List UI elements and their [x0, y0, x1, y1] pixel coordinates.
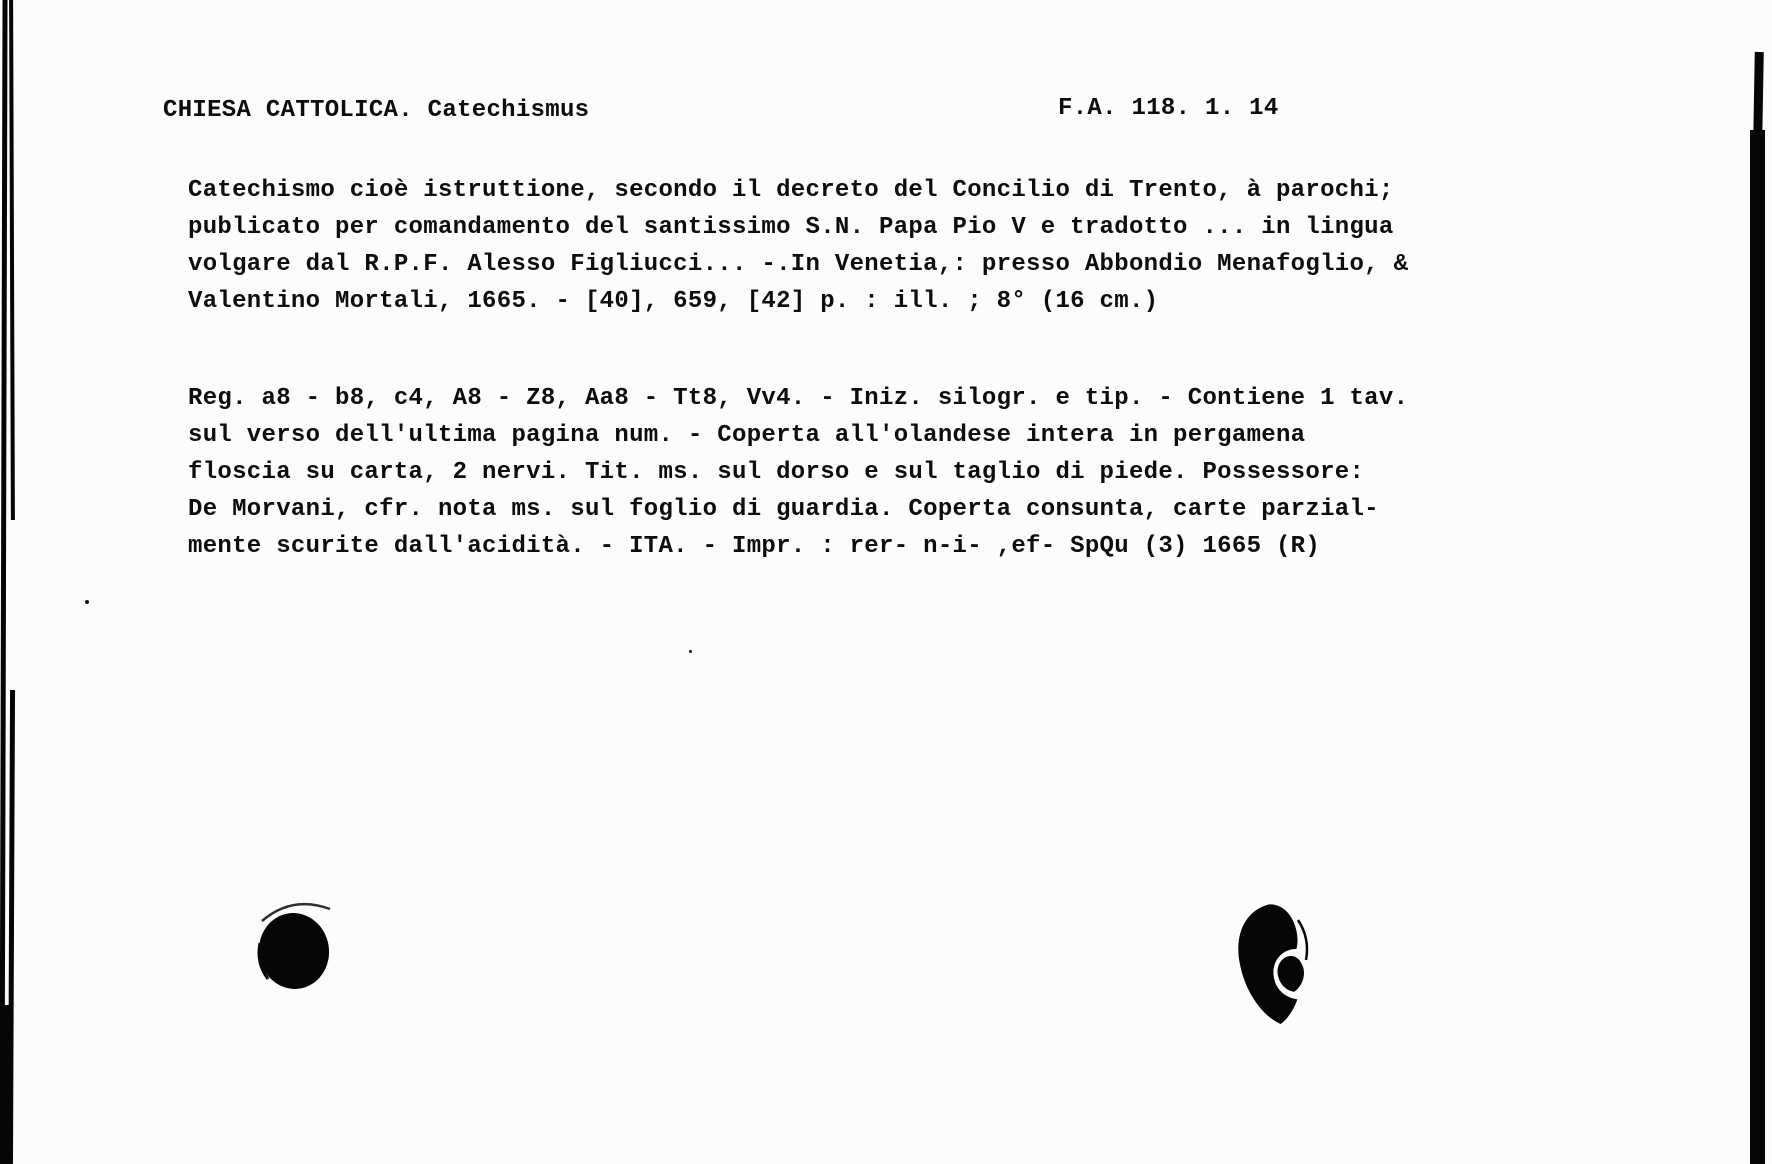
scan-edge-left-streak	[0, 1005, 10, 1164]
notes-line: floscia su carta, 2 nervi. Tit. ms. sul dorso e sul taglio di piede. Possessore:	[188, 459, 1365, 486]
notes-line: De Morvani, cfr. nota ms. sul foglio di guardia. Coperta consunta, carte parzial-	[188, 496, 1379, 523]
ink-blob-left	[248, 893, 344, 1002]
notes-line: mente scurite dall'acidità. - ITA. - Impr. : rer- n-i- ,ef- SpQu (3) 1665 (R)	[188, 533, 1321, 560]
scan-speck	[85, 600, 89, 604]
shelfmark: F.A. 118. 1. 14	[1058, 95, 1279, 122]
notes-line: sul verso dell'ultima pagina num. - Coperta all'olandese intera in pergamena	[188, 422, 1306, 449]
description-line: Valentino Mortali, 1665. - [40], 659, [42] p. : ill. ; 8° (16 cm.)	[188, 288, 1159, 315]
scan-speck	[689, 650, 692, 653]
description-line: volgare dal R.P.F. Alesso Figliucci... -.In Venetia,: presso Abbondio Menafoglio, &	[188, 251, 1409, 278]
description-paragraph	[188, 172, 1408, 320]
scan-edge-left-streak	[0, 0, 8, 1164]
description-line: publicato per comandamento del santissimo S.N. Papa Pio V e tradotto ... in lingua	[188, 214, 1394, 241]
notes-line: Reg. a8 - b8, c4, A8 - Z8, Aa8 - Tt8, Vv4. - Iniz. silogr. e tip. - Contiene 1 tav.	[188, 385, 1409, 412]
description-line: Catechismo cioè istruttione, secondo il decreto del Concilio di Trento, à parochi;	[188, 177, 1394, 204]
scan-edge-right-band	[1750, 130, 1765, 1164]
notes-paragraph	[188, 380, 1408, 565]
ink-blob-right	[1228, 898, 1324, 1035]
scan-edge-left-streak	[9, 0, 15, 520]
card-heading: CHIESA CATTOLICA. Catechismus	[163, 97, 590, 124]
scan-edge-right-band	[1753, 52, 1764, 140]
